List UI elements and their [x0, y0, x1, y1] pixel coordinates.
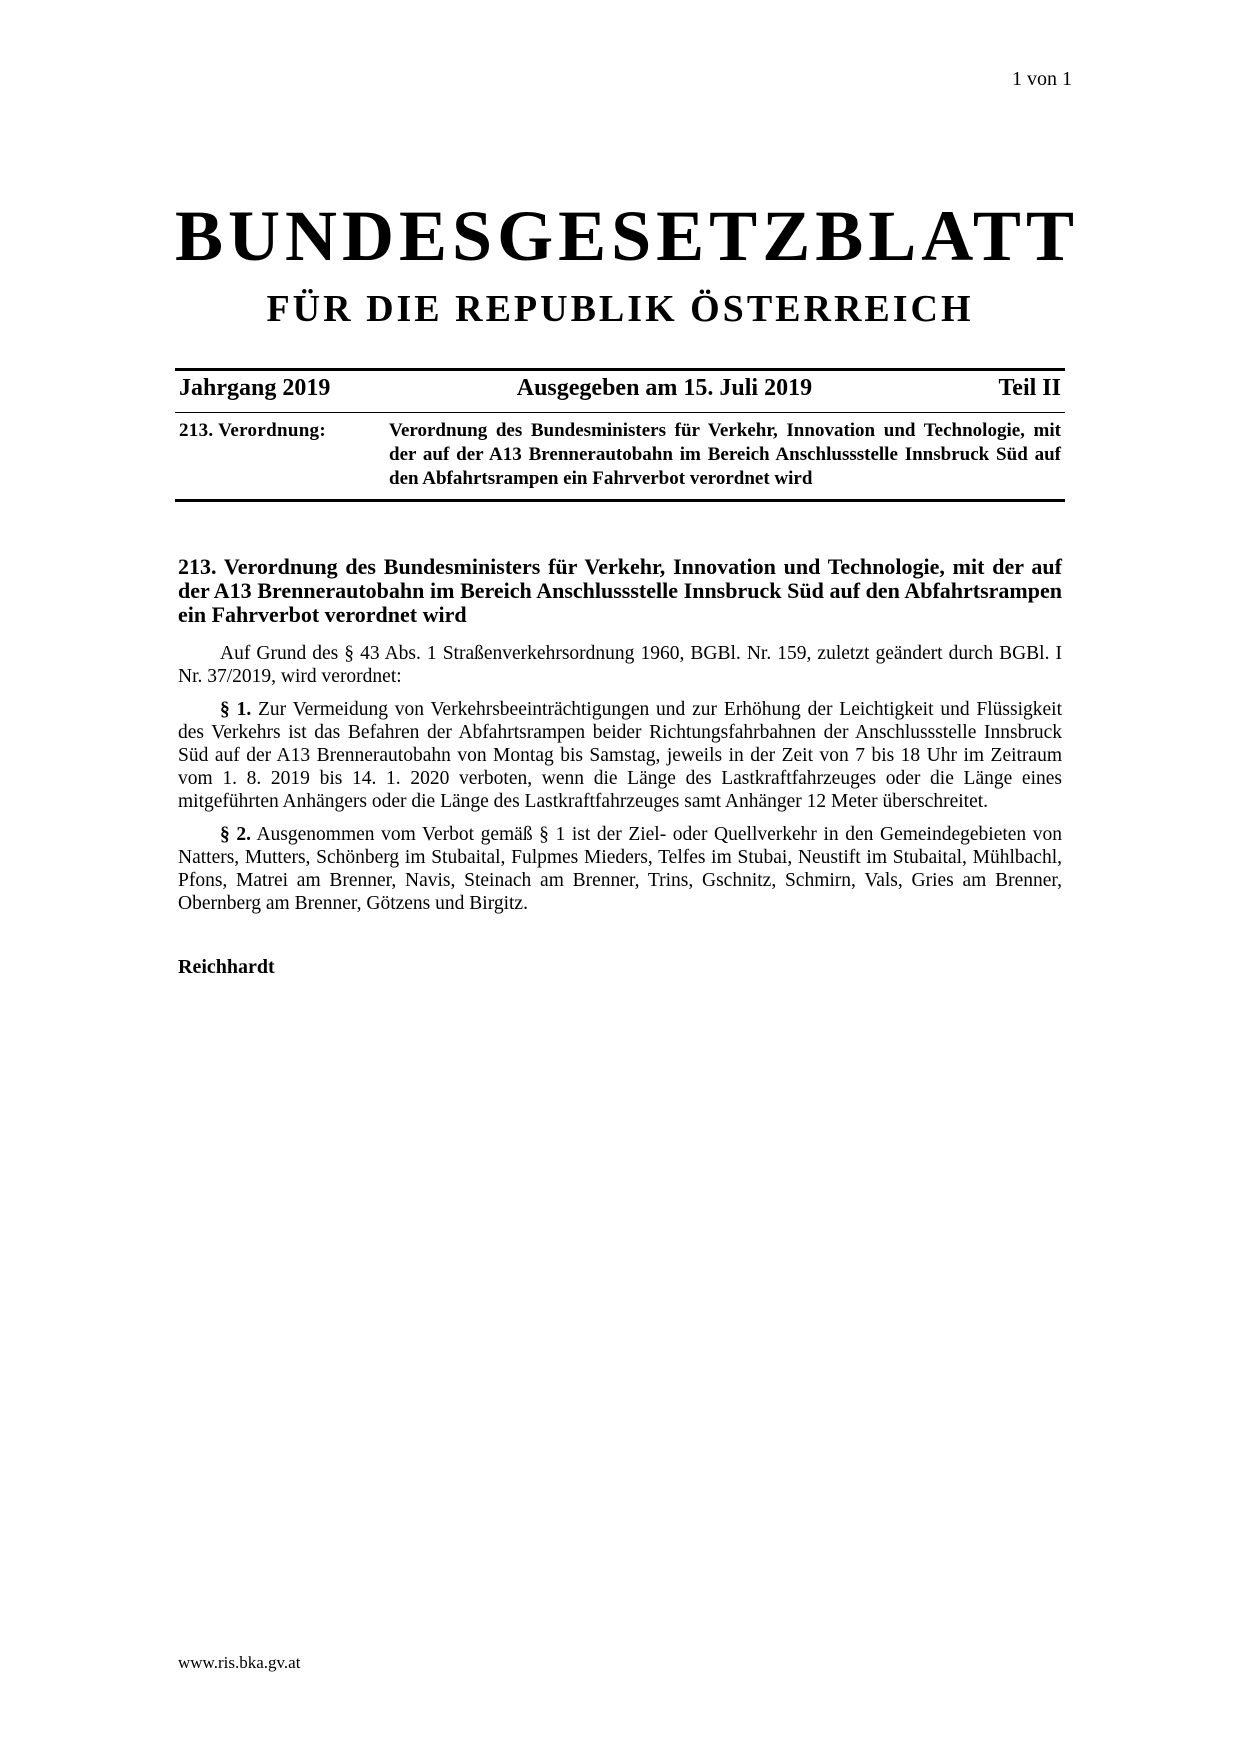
regulation-body [178, 642, 1062, 925]
section-1-mark: § 1. [220, 699, 252, 720]
section-2-paragraph [178, 823, 1062, 915]
issue-part: Teil II [998, 375, 1061, 401]
toc-entry-number: 213. Verordnung: [179, 420, 326, 441]
section-1-paragraph [178, 698, 1062, 813]
toc-entry [175, 413, 1065, 499]
regulation-heading: 213. Verordnung des Bundesministers für Verkehr, Innovation und Technologie, mit der auf der A13 Brennerautobahn im Bereich Anschlussstelle Innsbruck Süd auf den Abfahrtsrampen ein Fahrverbot verordnet wird [178, 554, 1062, 627]
section-2-mark: § 2. [220, 824, 251, 845]
page-indicator: 1 von 1 [1012, 68, 1072, 90]
issue-info-box [175, 368, 1065, 502]
masthead-title: BUNDESGESETZBLATT [175, 196, 1079, 276]
masthead-subtitle: FÜR DIE REPUBLIK ÖSTERREICH [266, 288, 974, 330]
section-1-text: Zur Vermeidung von Verkehrsbeeinträchtigungen und zur Erhöhung der Leichtigkeit und Flüssigkeit des Verkehrs ist das Befahren der Abfahrtsrampen beider Richtungsfahrbahnen der Anschlussstelle Innsbruck Süd auf der A13 Brennerautobahn von Montag bis Samstag, jeweils in der Zeit von 7 bis 18 Uhr im Zeitraum vom 1. 8. 2019 bis 14. 1. 2020 verboten, wenn die Länge des Lastkraftfahrzeuges oder die Länge eines mitgeführten Anhängers oder die Länge des Lastkraftfahrzeuges samt Anhänger 12 Meter überschreitet. [178, 699, 1062, 812]
signature: Reichhardt [178, 956, 275, 978]
section-2-text: Ausgenommen vom Verbot gemäß § 1 ist der Ziel- oder Quellverkehr in den Gemeindegebieten von Natters, Mutters, Schönberg im Stubaital, Fulpmes Mieders, Telfes im Stubai, Neustift im Stubaital, Mühlbachl, Pfons, Matrei am Brenner, Navis, Steinach am Brenner, Trins, Gschnitz, Schmirn, Vals, Gries am Brenner, Obernberg am Brenner, Götzens und Birgitz. [178, 824, 1063, 914]
issue-year: Jahrgang 2019 [179, 375, 331, 401]
footer-url: www.ris.bka.gv.at [178, 1653, 301, 1672]
toc-entry-title: Verordnung des Bundesministers für Verkehr, Innovation und Technologie, mit der auf der A13 Brennerautobahn im Bereich Anschlussstelle Innsbruck Süd auf den Abfahrtsrampen ein Fahrverbot verordnet wird [389, 420, 1061, 489]
issue-line [175, 371, 1065, 413]
preamble-paragraph: Auf Grund des § 43 Abs. 1 Straßenverkehrsordnung 1960, BGBl. Nr. 159, zuletzt geändert durch BGBl. I Nr. 37/2019, wird verordnet: [178, 643, 1062, 687]
issue-date: Ausgegeben am 15. Juli 2019 [516, 375, 813, 401]
